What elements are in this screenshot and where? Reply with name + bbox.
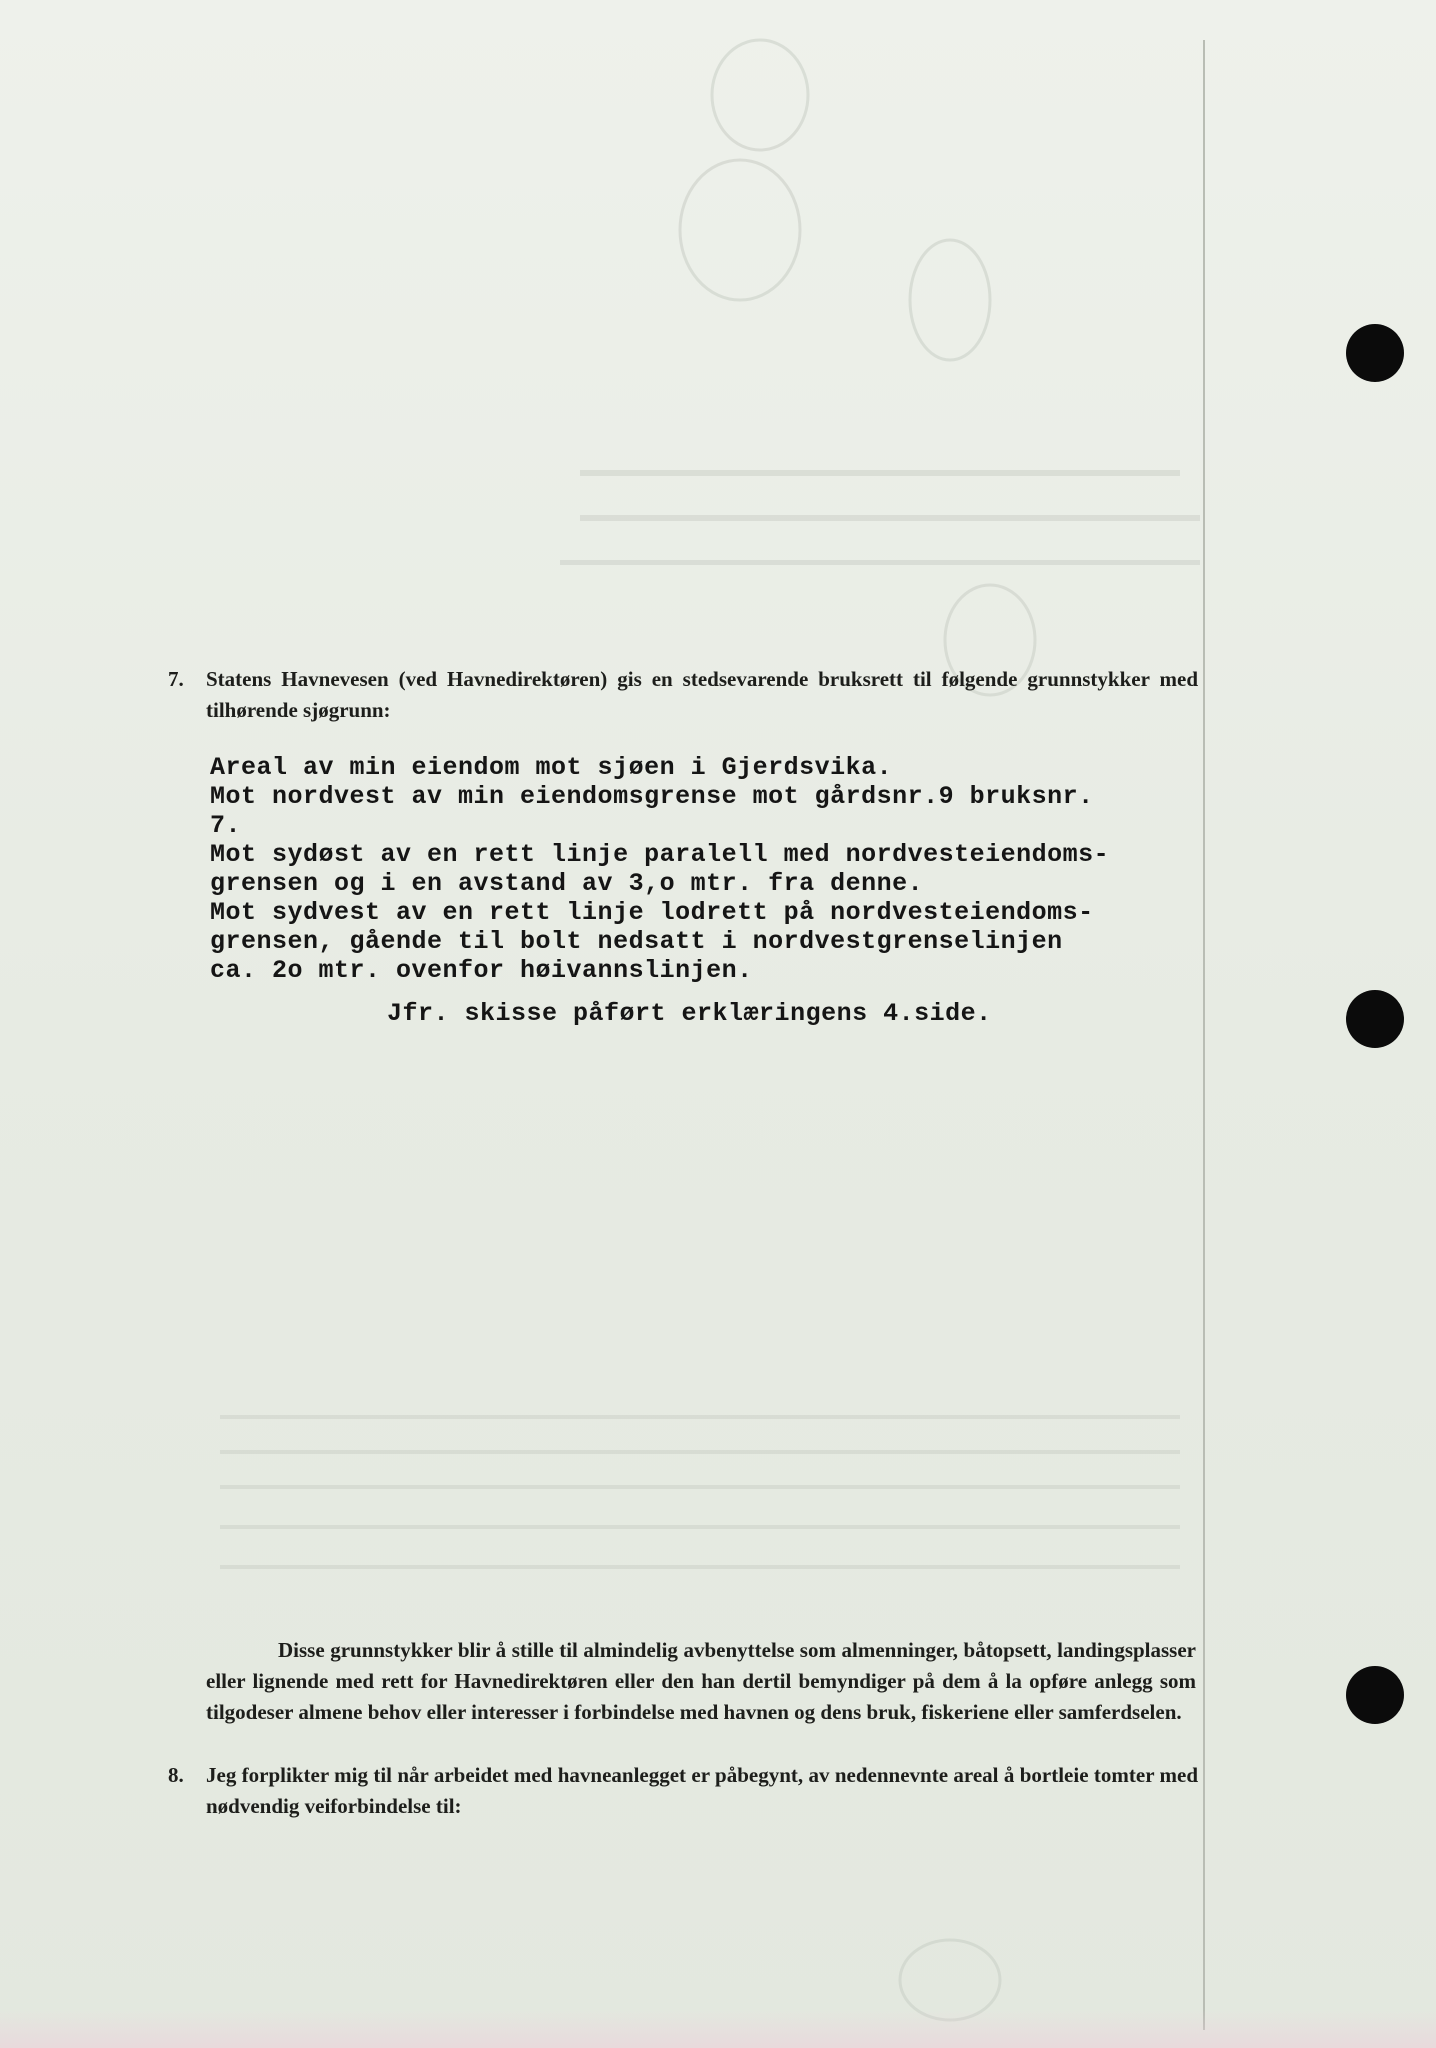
typed-line: Mot nordvest av min eiendomsgrense mot gårdsnr.9 bruksnr. (210, 782, 1094, 811)
punch-hole-top (1346, 324, 1404, 382)
typed-line: grensen og i en avstand av 3,o mtr. fra denne. (210, 869, 924, 898)
typed-description (210, 753, 1200, 1028)
typed-line: grensen, gående til bolt nedsatt i nordvestgrenselinjen (210, 927, 1063, 956)
section-7-text: Statens Havnevesen (ved Havnedirektøren) gis en stedsevarende bruksrett til følgende grunnstykker med tilhørende sjøgrunn: (206, 667, 1198, 722)
punch-hole-bottom (1346, 1666, 1404, 1724)
typed-line: 7. (210, 811, 242, 840)
typed-line: Mot sydvest av en rett linje lodrett på nordvesteiendoms- (210, 898, 1094, 927)
typed-line: ca. 2o mtr. ovenfor høivannslinjen. (210, 956, 753, 985)
section-8 (168, 1760, 1198, 1822)
typed-line: Mot sydøst av en rett linje paralell med nordvesteiendoms- (210, 840, 1110, 869)
section-8-number: 8. (168, 1763, 184, 1787)
punch-hole-middle (1346, 990, 1404, 1048)
usage-paragraph: Disse grunnstykker blir å stille til almindelig avbenyttelse som almenninger, båtopsett, landingsplasser eller lignende med rett for Havnedirektøren eller den han dertil bemyndiger på dem å la opføre anlegg som tilgodeser almene behov eller interesser i forbindelse med havnen og dens bruk, fiskeriene eller samferdselen. (206, 1638, 1196, 1724)
section-7 (168, 664, 1198, 726)
typed-line: Areal av min eiendom mot sjøen i Gjerdsvika. (210, 753, 893, 782)
section-7-number: 7. (168, 667, 184, 691)
margin-rule (1203, 40, 1205, 2030)
page-edge-tint (0, 2010, 1436, 2048)
section-8-text: Jeg forplikter mig til når arbeidet med havneanlegget er påbegynt, av nedennevnte areal å bortleie tomter med nødvendig veiforbindelse til: (206, 1763, 1198, 1818)
typed-reference: Jfr. skisse påført erklæringens 4.side. (387, 999, 992, 1028)
